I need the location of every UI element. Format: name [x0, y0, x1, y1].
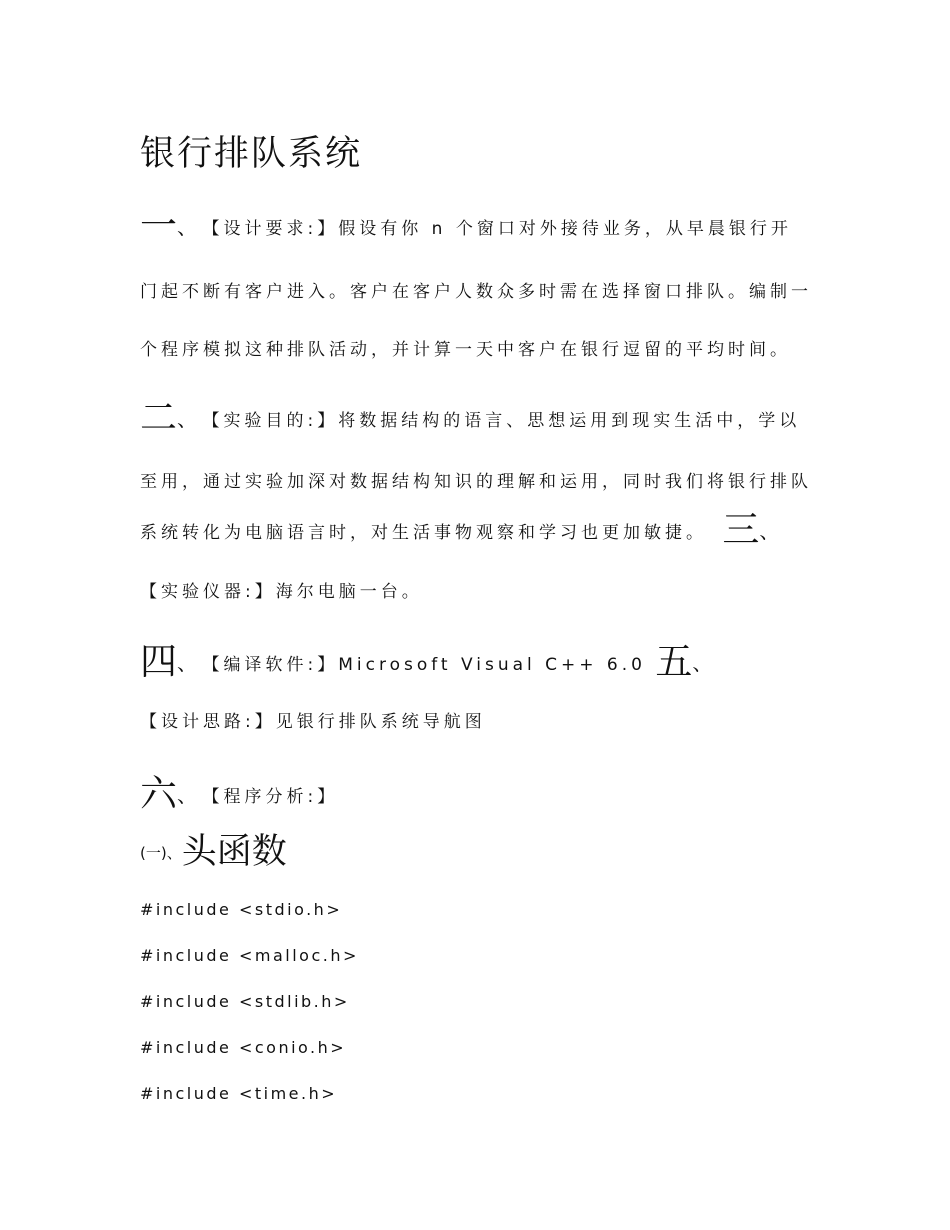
- page-title: 银行排队系统: [140, 134, 363, 174]
- section-3-line: [140, 580, 423, 604]
- section-1-text: 假设有你 n 个窗口对外接待业务，从早晨银行开: [338, 219, 792, 239]
- code-line-4: #include <conio.h>: [140, 1038, 347, 1057]
- section-6-number: 六: [140, 772, 177, 815]
- section-1-label: 【设计要求:】: [211, 219, 339, 239]
- section-1-line-2: 门起不断有客户进入。客户在客户人数众多时需在选择窗口排队。编制一: [140, 282, 812, 302]
- section-4-sep: 、: [177, 651, 197, 675]
- section-1-number: 一: [140, 204, 177, 247]
- section-5-line: [140, 710, 486, 734]
- section-2-heading: [140, 396, 801, 439]
- subsection-prefix: (一)、: [140, 844, 182, 862]
- section-5-label: 【设计思路:】: [140, 712, 276, 732]
- section-1-sep: 、: [177, 215, 197, 239]
- section-5-sep: 、: [692, 651, 713, 675]
- code-line-5: #include <time.h>: [140, 1084, 338, 1103]
- code-line-3: #include <stdlib.h>: [140, 992, 350, 1011]
- code-line-2: #include <malloc.h>: [140, 946, 359, 965]
- section-6-sep: 、: [177, 783, 197, 807]
- section-2-line-3: [140, 508, 780, 551]
- section-3-number: 三: [722, 508, 760, 551]
- section-4-text: Microsoft Visual C++ 6.0: [338, 655, 646, 675]
- section-6-heading: [140, 772, 339, 815]
- section-2-number: 二: [140, 396, 177, 439]
- subsection-title: 头函数: [181, 832, 287, 872]
- subsection-heading: [140, 832, 287, 872]
- section-2-line-2: 至用，通过实验加深对数据结构知识的理解和运用，同时我们将银行排队: [140, 472, 812, 492]
- section-2-line-3-text: 系统转化为电脑语言时，对生活事物观察和学习也更加敏捷。: [140, 523, 707, 543]
- section-2-text: 将数据结构的语言、思想运用到现实生活中，学以: [338, 411, 801, 431]
- section-2-label: 【实验目的:】: [211, 411, 339, 431]
- section-3-label: 【实验仪器:】: [140, 582, 276, 602]
- code-line-1: #include <stdio.h>: [140, 900, 343, 919]
- section-6-label: 【程序分析:】: [211, 787, 339, 807]
- section-1-heading: [140, 204, 792, 247]
- section-4-label: 【编译软件:】: [211, 655, 339, 675]
- section-4-heading: [140, 640, 713, 683]
- section-4-number: 四: [140, 640, 177, 683]
- section-1-line-3: 个程序模拟这种排队活动，并计算一天中客户在银行逗留的平均时间。: [140, 340, 791, 360]
- section-3-sep: 、: [759, 519, 780, 543]
- section-5-text: 见银行排队系统导航图: [275, 712, 486, 732]
- section-5-number: 五: [655, 640, 693, 683]
- section-2-sep: 、: [177, 407, 197, 431]
- section-3-text: 海尔电脑一台。: [275, 582, 423, 602]
- section-3-heading-inline: [722, 508, 780, 551]
